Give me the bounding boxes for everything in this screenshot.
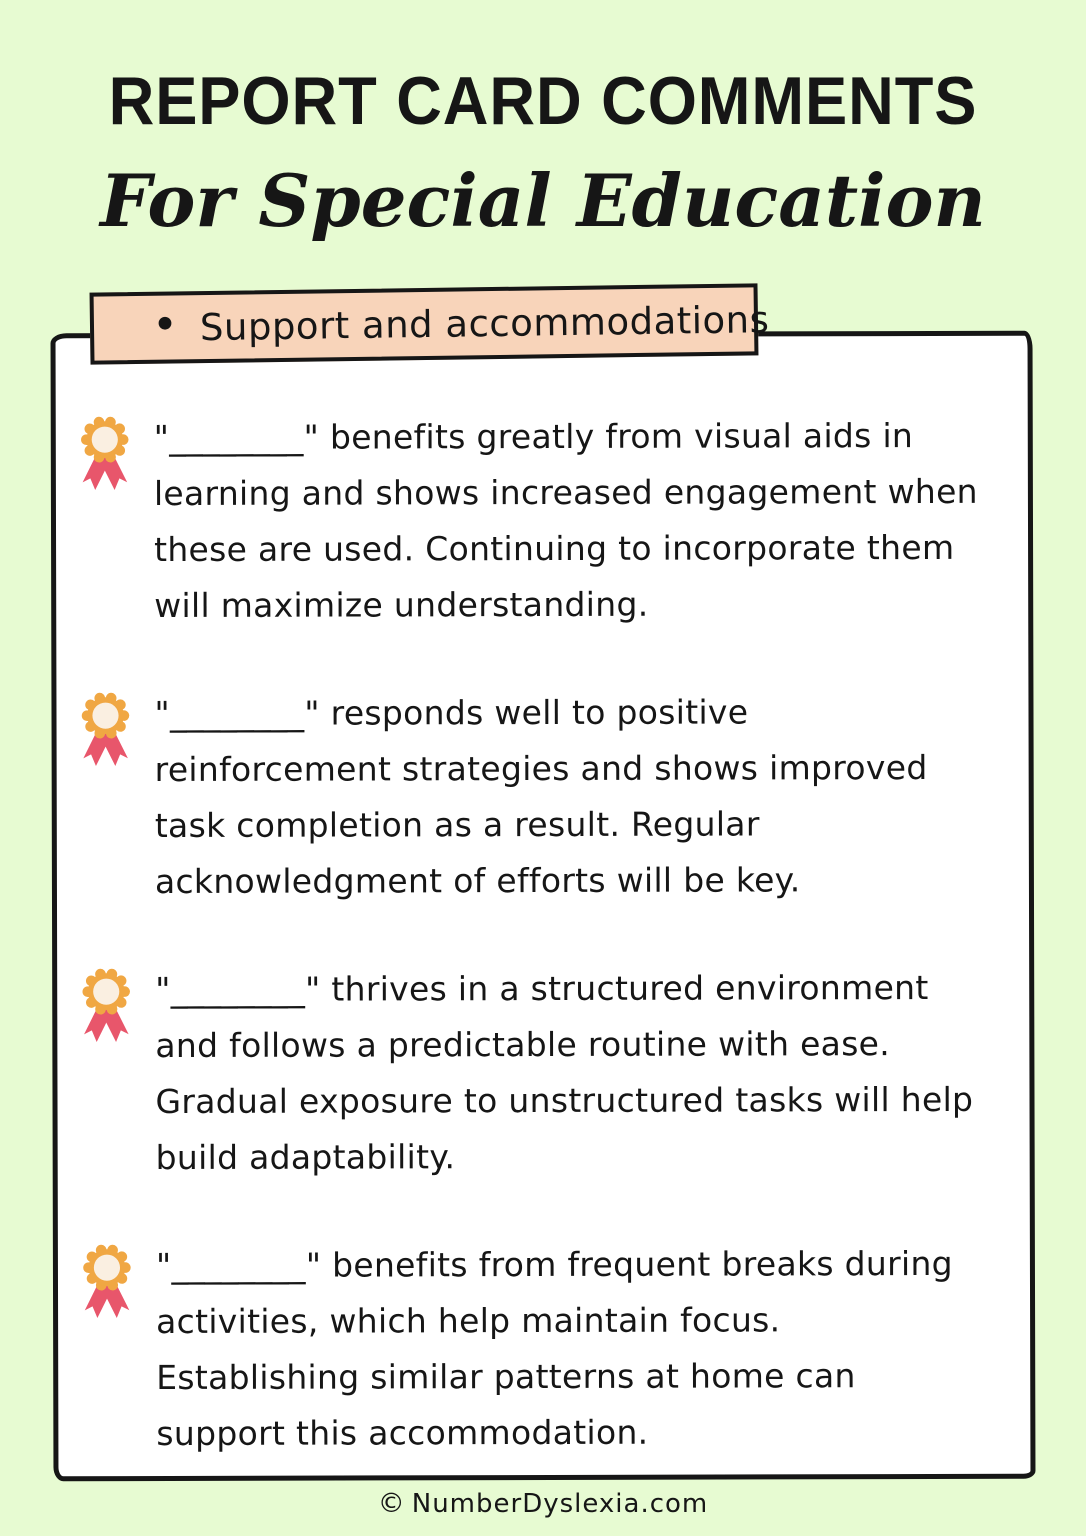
comment-text: "________" benefits greatly from visual aids in learning and shows increased engagement when these are used. Continuing to incorporate them will maximize understanding. xyxy=(153,416,978,626)
comment-row xyxy=(74,684,987,910)
award-ribbon-icon xyxy=(74,690,136,776)
award-ribbon-icon xyxy=(76,1242,138,1328)
section-banner-label: Support and accommodations xyxy=(199,297,770,349)
comments-card xyxy=(50,331,1035,1482)
award-ribbon-icon xyxy=(75,966,137,1052)
comment-text: "________" benefits from frequent breaks during activities, which help maintain focus. Establishing similar patterns at home can support this accommodation. xyxy=(155,1243,953,1454)
bullet-dot-icon: • xyxy=(151,299,179,351)
comment-row xyxy=(75,960,988,1186)
page-title: REPORT CARD COMMENTS xyxy=(108,63,978,139)
section-banner xyxy=(90,283,770,364)
page-subtitle: For Special Education xyxy=(100,158,986,243)
comment-text: "________" thrives in a structured environment and follows a predictable routine with ease. Gradual exposure to unstructured tasks will help build adaptability. xyxy=(155,967,974,1178)
comment-text: "________" responds well to positive reinforcement strategies and shows improved task completion as a result. Regular acknowledgment of efforts will be key. xyxy=(154,692,928,902)
comment-row xyxy=(76,1236,989,1462)
footer-site-text: NumberDyslexia.com xyxy=(411,1489,709,1519)
copyright-icon: © xyxy=(377,1488,406,1519)
comment-row xyxy=(74,408,987,634)
award-ribbon-icon xyxy=(74,414,136,500)
footer xyxy=(0,1488,1086,1519)
